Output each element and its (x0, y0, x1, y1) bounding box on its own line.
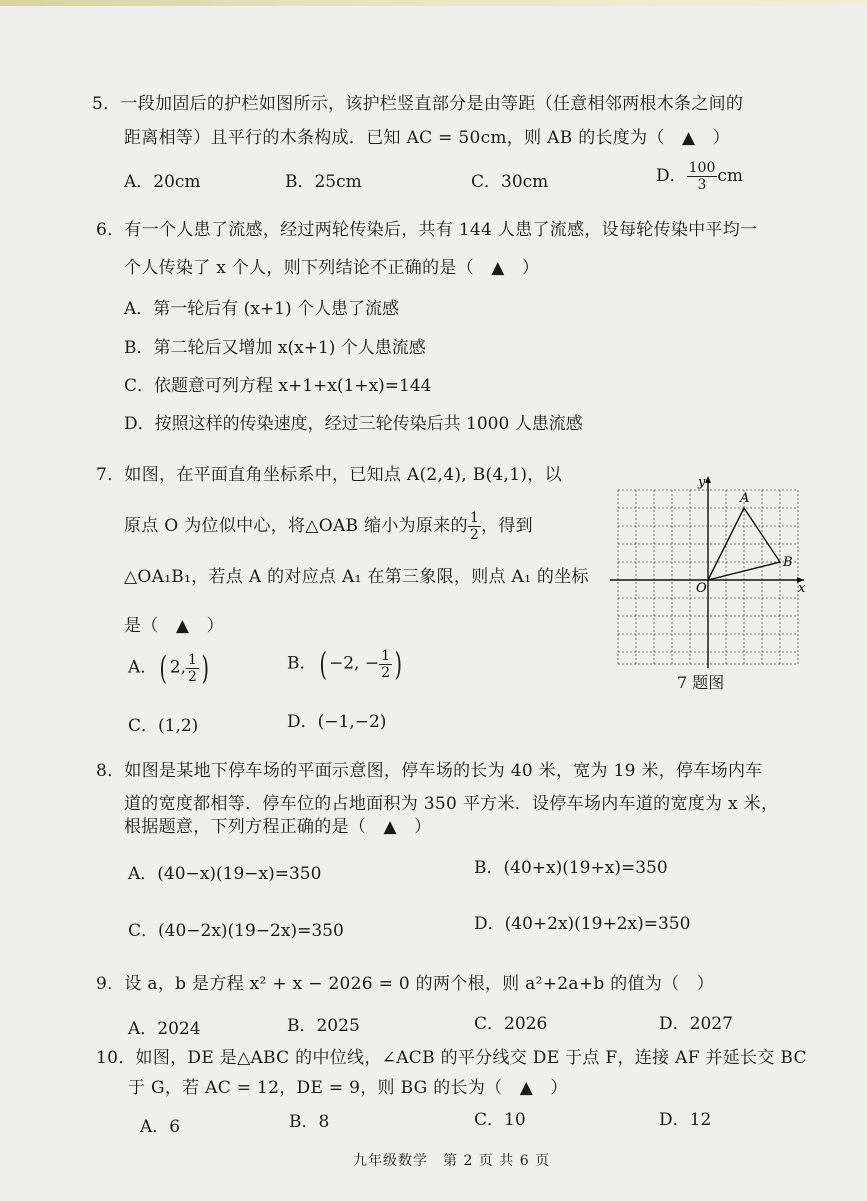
paren-left: ( (318, 645, 327, 683)
q8-option-b: B．(40+x)(19+x)=350 (474, 858, 668, 878)
q7-line-2 (124, 510, 533, 543)
point-b-label: B (783, 555, 793, 570)
q5-option-d-unit: cm (717, 166, 744, 186)
q8-line-1: 8．如图是某地下停车场的平面示意图，停车场的长为 40 米，宽为 19 米，停车场内车 (96, 761, 763, 781)
q6-line-1: 6．有一个人患了流感，经过两轮传染后，共有 144 人患了流感，设每轮传染中平均一 (96, 220, 758, 240)
q7-half-fraction (468, 510, 481, 543)
q9-option-a: A．2024 (128, 1019, 201, 1039)
q6-option-d: D．按照这样的传染速度，经过三轮传染后共 1000 人患流感 (124, 414, 583, 434)
q6-option-a: A．第一轮后有 (x+1) 个人患了流感 (124, 299, 399, 319)
q8-option-d: D．(40+2x)(19+2x)=350 (474, 914, 691, 934)
q5-option-d-label: D． (656, 166, 687, 186)
q7-option-b (287, 646, 405, 682)
point-a-label: A (740, 491, 750, 506)
origin-label: O (696, 581, 707, 596)
paren-left: ( (159, 649, 168, 687)
q10-line-1: 10．如图，DE 是△ABC 的中位线，∠ACB 的平分线交 DE 于点 F，连接 AF 并延长交 BC (96, 1048, 807, 1068)
q5-option-d (656, 160, 743, 193)
q9-option-d: D．2027 (659, 1014, 733, 1034)
q7-line-3: △OA₁B₁，若点 A 的对应点 A₁ 在第三象限，则点 A₁ 的坐标 (124, 567, 589, 587)
q6-option-b: B．第二轮后又增加 x(x+1) 个人患流感 (124, 338, 426, 358)
q7-option-a-fraction (186, 652, 199, 685)
q7-coordinate-figure (608, 472, 808, 672)
q7-line-2-text: 原点 O 为位似中心，将△OAB 缩小为原来的 (124, 516, 468, 536)
q7-line-4: 是（ ▲ ） (124, 616, 224, 636)
x-axis-label: x (798, 581, 806, 596)
q5-option-a: A．20cm (124, 172, 201, 192)
q7-option-b-fraction (379, 648, 392, 681)
q5-option-c: C．30cm (471, 172, 549, 192)
q9-line-1: 9．设 a，b 是方程 x² + x − 2026 = 0 的两个根，则 a²+2a+b 的值为（ ） (96, 974, 715, 994)
q6-option-c: C．依题意可列方程 x+1+x(1+x)=144 (124, 376, 432, 396)
q5-line-1: 5．一段加固后的护栏如图所示，该护栏竖直部分是由等距（任意相邻两根木条之间的 (92, 94, 744, 114)
q7-half-denominator: 2 (469, 527, 480, 543)
q8-line-3: 根据题意，下列方程正确的是（ ▲ ） (124, 817, 432, 837)
y-axis-arrow (705, 476, 711, 483)
q10-line-2: 于 G，若 AC = 12，DE = 9，则 BG 的长为（ ▲ ） (128, 1078, 568, 1098)
q7-option-b-numerator: 1 (381, 647, 391, 664)
q7-half-numerator: 1 (469, 510, 480, 526)
paren-right: ) (201, 649, 209, 687)
q10-option-b: B．8 (289, 1112, 330, 1132)
q7-option-c: C．(1,2) (128, 716, 199, 736)
q5-line-2: 距离相等）且平行的木条构成．已知 AC = 50cm，则 AB 的长度为（ ▲ ） (124, 128, 730, 148)
q5-option-d-numerator: 100 (688, 160, 716, 176)
q7-option-a-numerator: 1 (188, 651, 197, 668)
q7-option-b-denominator: 2 (381, 664, 391, 681)
q7-option-a-x: 2, (169, 657, 186, 678)
q5-option-d-denominator: 3 (697, 177, 707, 193)
y-axis-label: y (698, 475, 706, 490)
page-footer: 九年级数学 第 2 页 共 6 页 (353, 1153, 551, 1169)
q7-line-2-end: ，得到 (481, 516, 533, 536)
q7-option-b-label: B． (287, 653, 317, 674)
q7-option-b-x: −2, − (328, 653, 380, 674)
q5-option-d-fraction (687, 160, 718, 193)
scan-edge (0, 0, 867, 6)
q10-option-d: D．12 (659, 1110, 712, 1130)
q9-option-b: B．2025 (287, 1016, 360, 1036)
q7-option-a-label: A． (128, 657, 158, 678)
q5-option-b: B．25cm (285, 172, 362, 192)
q7-option-a-denominator: 2 (188, 668, 197, 685)
q7-figure-caption: 7 题图 (677, 673, 725, 692)
paren-right: ) (394, 645, 403, 683)
q10-option-c: C．10 (474, 1110, 526, 1130)
q8-line-2: 道的宽度都相等．停车位的占地面积为 350 平方米．设停车场内车道的宽度为 x 米， (124, 794, 779, 814)
q7-option-a (128, 650, 211, 686)
q9-option-c: C．2026 (474, 1014, 548, 1034)
q6-line-2: 个人传染了 x 个人，则下列结论不正确的是（ ▲ ） (124, 258, 540, 278)
q10-option-a: A．6 (140, 1117, 181, 1137)
q8-option-c: C．(40−2x)(19−2x)=350 (128, 921, 344, 941)
q8-option-a: A．(40−x)(19−x)=350 (128, 864, 322, 884)
q7-line-1: 7．如图，在平面直角坐标系中，已知点 A(2,4), B(4,1)，以 (96, 465, 562, 485)
q7-option-d: D．(−1,−2) (287, 712, 387, 732)
